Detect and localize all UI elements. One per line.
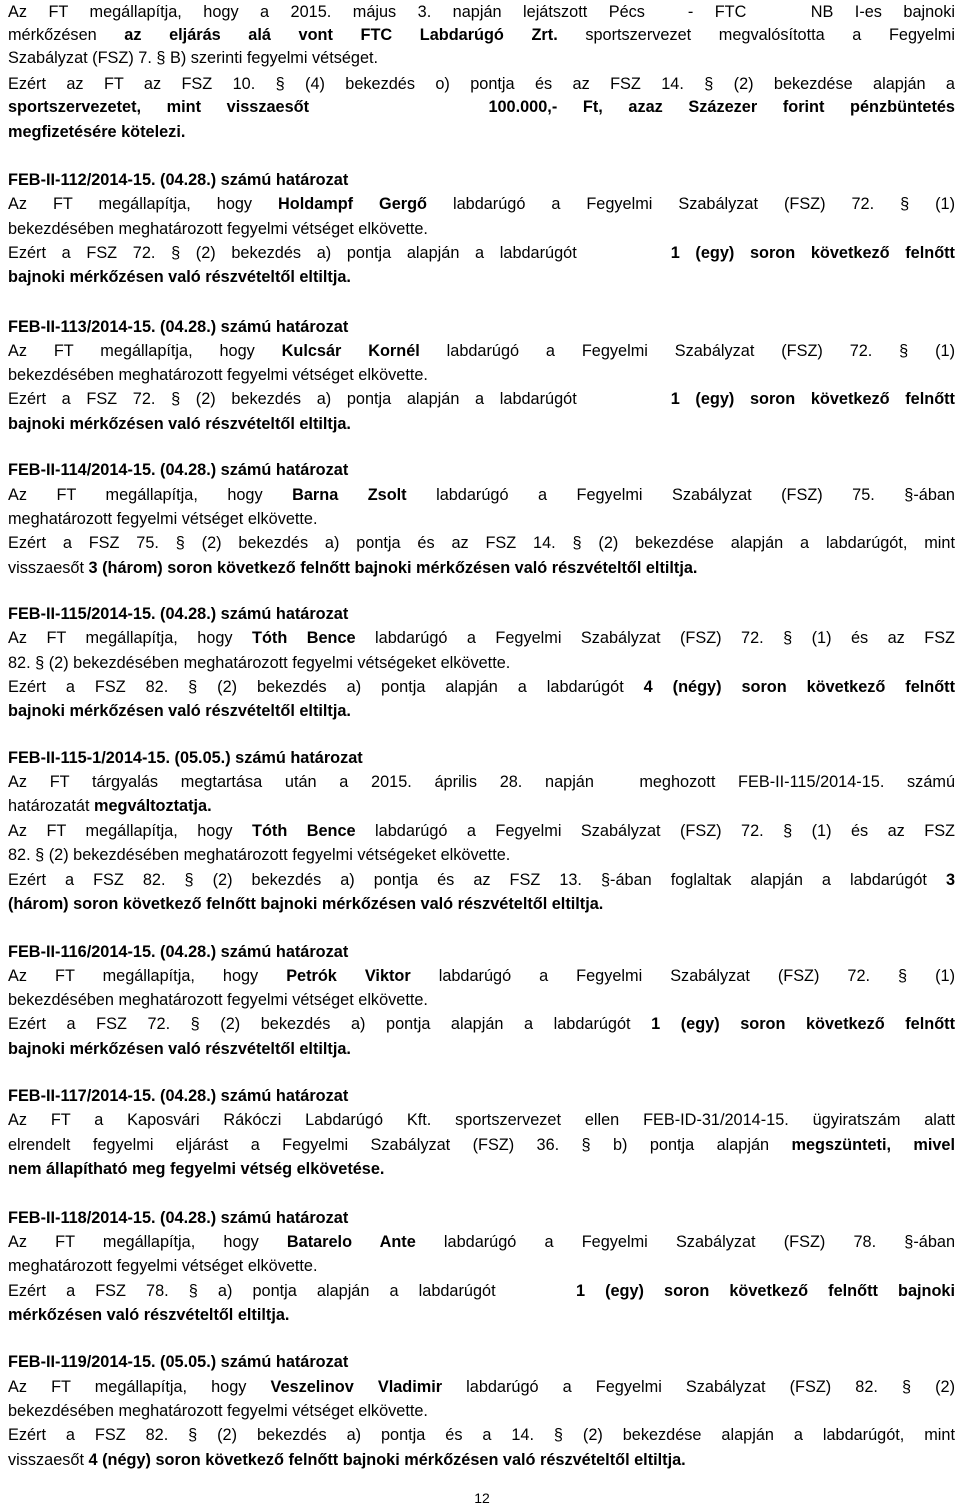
text-line (8, 676, 955, 698)
text-segment: labdarúgó a Fegyelmi Szabályzat (FSZ) 72. § (1) és az FSZ (355, 629, 956, 647)
text-segment: Ezért a FSZ 72. § (2) bekezdés a) pontja alapján a labdarúgót (8, 1015, 652, 1033)
page-number: 12 (474, 1490, 490, 1506)
text-segment: meghatározott fegyelmi vétséget elkövette. (8, 510, 318, 528)
bold-text: 1 (egy) soron következő felnőtt bajnoki (575, 1282, 955, 1300)
text-line (8, 218, 955, 240)
bold-text: Veszelinov Vladimir (270, 1378, 443, 1396)
bold-text: 4 (négy) soron következő felnőtt bajnoki mérkőzésen való részvételtől eltiltja. (88, 1451, 686, 1469)
bold-text: 3 (945, 871, 955, 889)
bold-text: Tóth Bence (252, 629, 356, 647)
bold-text: 3 (három) soron következő felnőtt bajnoki mérkőzésen való részvételtől eltiltja. (88, 559, 698, 577)
text-line (8, 1231, 955, 1253)
text-line (8, 1280, 955, 1302)
text-segment: Ezért az FT az FSZ 10. § (4) bekezdés o) pontja és az FSZ 14. § (2) bekezdése alapján a (8, 75, 955, 93)
text-line (8, 1109, 955, 1131)
text-segment: Az FT megállapítja, hogy (8, 822, 253, 840)
bold-text: az eljárás alá vont FTC Labdarúgó Zrt. (124, 26, 558, 44)
text-segment: Ezért a FSZ 72. § (2) bekezdés a) pontja alapján a labdarúgót (8, 244, 671, 262)
text-segment: Az FT megállapítja, hogy (8, 967, 287, 985)
text-line (8, 340, 955, 362)
bold-text: FEB-II-119/2014-15. (05.05.) számú határozat (8, 1353, 349, 1371)
text-segment: Ezért a FSZ 78. § a) pontja alapján a labdarúgót (8, 1282, 576, 1300)
text-line (8, 121, 955, 143)
text-line (8, 1424, 955, 1446)
text-segment: Ezért a FSZ 75. § (2) bekezdés a) pontja és az FSZ 14. § (2) bekezdése alapján a labdarúgót, mint (8, 534, 955, 552)
text-line (8, 557, 955, 579)
text-line (8, 96, 955, 118)
text-segment: Ezért a FSZ 72. § (2) bekezdés a) pontja alapján a labdarúgót (8, 390, 671, 408)
bold-text: FEB-II-115-1/2014-15. (05.05.) számú határozat (8, 749, 363, 767)
text-line (8, 795, 955, 817)
text-line (8, 1, 955, 23)
bold-text: FEB-II-118/2014-15. (04.28.) számú határozat (8, 1209, 349, 1227)
text-line (8, 1449, 955, 1471)
bold-text: FEB-II-112/2014-15. (04.28.) számú határozat (8, 171, 349, 189)
bold-text: Petrók Viktor (286, 967, 411, 985)
text-line (8, 169, 955, 191)
bold-text: 1 (egy) soron következő felnőtt (651, 1015, 955, 1033)
bold-text: megfizetésére kötelezi. (8, 123, 186, 141)
text-segment: Ezért a FSZ 82. § (2) bekezdés a) pontja alapján a labdarúgót (8, 678, 644, 696)
text-line (8, 700, 955, 722)
text-line (8, 893, 955, 915)
bold-text: Kulcsár Kornél (281, 342, 420, 360)
text-line (8, 193, 955, 215)
bold-text: sportszervezetet, mint visszaesőt 100.000,- Ft, azaz Százezer forint pénzbüntetés (8, 98, 955, 116)
text-segment: Az FT tárgyalás megtartása után a 2015. április 28. napján meghozott FEB-II-115/2014-15. számú (8, 773, 955, 791)
bold-text: FEB-II-113/2014-15. (04.28.) számú határozat (8, 318, 349, 336)
text-segment: 82. § (2) bekezdésében meghatározott fegyelmi vétségeket elkövette. (8, 846, 511, 864)
text-line (8, 388, 955, 410)
text-line (8, 316, 955, 338)
bold-text: nem állapítható meg fegyelmi vétség elkövetése. (8, 1160, 385, 1178)
text-line (8, 266, 955, 288)
text-segment: határozatát (8, 797, 94, 815)
text-segment: labdarúgó a Fegyelmi Szabályzat (FSZ) 72. § (1) (419, 342, 955, 360)
text-segment: Az FT a Kaposvári Rákóczi Labdarúgó Kft. sportszervezet ellen FEB-ID-31/2014-15. ügyiratszám alatt (8, 1111, 955, 1129)
text-line (8, 869, 955, 891)
text-line (8, 941, 955, 963)
text-line (8, 484, 955, 506)
bold-text: Holdampf Gergő (278, 195, 428, 213)
text-line (8, 1013, 955, 1035)
text-line (8, 771, 955, 793)
bold-text: 1 (egy) soron következő felnőtt (670, 390, 955, 408)
text-line (8, 844, 955, 866)
text-segment: bekezdésében meghatározott fegyelmi vétséget elkövette. (8, 366, 428, 384)
bold-text: megváltoztatja. (94, 797, 212, 815)
text-line (8, 73, 955, 95)
text-segment: Szabályzat (FSZ) 7. § B) szerinti fegyelmi vétséget. (8, 49, 379, 67)
text-line (8, 508, 955, 530)
text-line (8, 1134, 955, 1156)
text-segment: Az FT megállapítja, hogy (8, 629, 253, 647)
text-line (8, 1376, 955, 1398)
text-segment: Az FT megállapítja, hogy (8, 1233, 287, 1251)
bold-text: FEB-II-115/2014-15. (04.28.) számú határozat (8, 605, 349, 623)
bold-text: bajnoki mérkőzésen való részvételtől eltiltja. (8, 268, 351, 286)
text-line (8, 1255, 955, 1277)
text-segment: labdarúgó a Fegyelmi Szabályzat (FSZ) 72. § (1) (427, 195, 955, 213)
text-segment: elrendelt fegyelmi eljárást a Fegyelmi Szabályzat (FSZ) 36. § b) pontja alapján (8, 1136, 792, 1154)
text-line (8, 459, 955, 481)
text-segment: labdarúgó a Fegyelmi Szabályzat (FSZ) 82. § (2) (442, 1378, 955, 1396)
text-line (8, 413, 955, 435)
text-line (8, 1400, 955, 1422)
bold-text: FEB-II-117/2014-15. (04.28.) számú határozat (8, 1087, 349, 1105)
text-line (8, 747, 955, 769)
bold-text: bajnoki mérkőzésen való részvételtől eltiltja. (8, 415, 351, 433)
text-line (8, 820, 955, 842)
text-segment: mérkőzésen (8, 26, 125, 44)
text-line (8, 965, 955, 987)
text-segment: visszaesőt (8, 1451, 89, 1469)
text-segment: bekezdésében meghatározott fegyelmi vétséget elkövette. (8, 991, 428, 1009)
text-segment: bekezdésében meghatározott fegyelmi vétséget elkövette. (8, 1402, 428, 1420)
text-line (8, 47, 955, 69)
bold-text: FEB-II-114/2014-15. (04.28.) számú határozat (8, 461, 349, 479)
text-segment: labdarúgó a Fegyelmi Szabályzat (FSZ) 78. §-ában (415, 1233, 955, 1251)
text-line (8, 627, 955, 649)
text-line (8, 1304, 955, 1326)
text-segment: Az FT megállapítja, hogy (8, 486, 293, 504)
text-segment: Ezért a FSZ 82. § (2) bekezdés a) pontja és az FSZ 13. §-ában foglaltak alapján a labdarúgót (8, 871, 946, 889)
text-segment: Ezért a FSZ 82. § (2) bekezdés a) pontja és a 14. § (2) bekezdése alapján a labdarúgót, mint (8, 1426, 955, 1444)
bold-text: Batarelo Ante (286, 1233, 416, 1251)
bold-text: bajnoki mérkőzésen való részvételtől eltiltja. (8, 1040, 351, 1058)
text-segment: labdarúgó a Fegyelmi Szabályzat (FSZ) 72. § (1) és az FSZ (355, 822, 956, 840)
text-line (8, 603, 955, 625)
bold-text: megszünteti, mivel (791, 1136, 956, 1154)
text-segment: labdarúgó a Fegyelmi Szabályzat (FSZ) 75. §-ában (406, 486, 955, 504)
text-line (8, 1158, 955, 1180)
text-segment: meghatározott fegyelmi vétséget elkövette. (8, 1257, 318, 1275)
text-line (8, 652, 955, 674)
bold-text: 4 (négy) soron következő felnőtt (643, 678, 956, 696)
text-segment: bekezdésében meghatározott fegyelmi vétséget elkövette. (8, 220, 428, 238)
text-line (8, 1351, 955, 1373)
text-line (8, 1038, 955, 1060)
text-line (8, 1207, 955, 1229)
text-segment: Az FT megállapítja, hogy a 2015. május 3. napján lejátszott Pécs - FTC NB I-es bajnoki (8, 3, 955, 21)
bold-text: (három) soron következő felnőtt bajnoki mérkőzésen való részvételtől eltiltja. (8, 895, 604, 913)
text-line (8, 242, 955, 264)
text-segment: sportszervezet megvalósította a Fegyelmi (557, 26, 955, 44)
text-line (8, 1085, 955, 1107)
text-segment: visszaesőt (8, 559, 89, 577)
text-line (8, 24, 955, 46)
text-segment: Az FT megállapítja, hogy (8, 195, 279, 213)
text-line (8, 532, 955, 554)
text-segment: labdarúgó a Fegyelmi Szabályzat (FSZ) 72. § (1) (410, 967, 955, 985)
bold-text: 1 (egy) soron következő felnőtt (670, 244, 955, 262)
bold-text: Tóth Bence (252, 822, 356, 840)
text-line (8, 989, 955, 1011)
text-line (8, 364, 955, 386)
bold-text: Barna Zsolt (292, 486, 407, 504)
bold-text: bajnoki mérkőzésen való részvételtől eltiltja. (8, 702, 351, 720)
text-segment: 82. § (2) bekezdésében meghatározott fegyelmi vétségeket elkövette. (8, 654, 511, 672)
text-segment: Az FT megállapítja, hogy (8, 342, 282, 360)
bold-text: mérkőzésen való részvételtől eltiltja. (8, 1306, 290, 1324)
text-segment: Az FT megállapítja, hogy (8, 1378, 271, 1396)
bold-text: FEB-II-116/2014-15. (04.28.) számú határozat (8, 943, 349, 961)
